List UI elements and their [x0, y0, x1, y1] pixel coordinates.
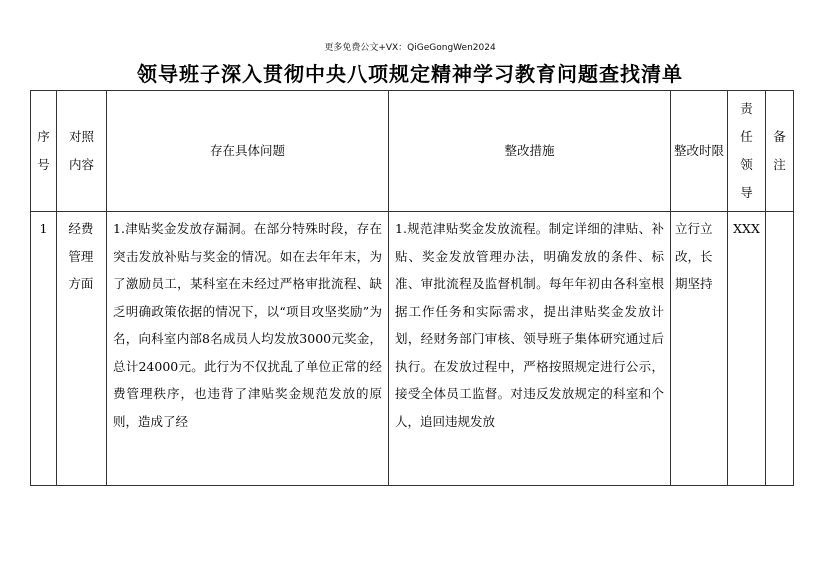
- row-problem: 1.津贴奖金发放存漏洞。在部分特殊时段，存在突击发放补贴与奖金的情况。如在去年年末，为了激励员工，某科室在未经过严格审批流程、缺乏明确政策依据的情况下，以“项目攻坚奖励”为名，向科室内部8名成员人均发放3000元奖金，总计24000元。此行为不仅扰乱了单位正常的经费管理秩序，也违背了津贴奖金规范发放的原则，造成了经: [113, 221, 382, 429]
- row-seq: 1: [39, 221, 48, 236]
- issues-table: [30, 90, 794, 486]
- document-title: 领导班子深入贯彻中央八项规定精神学习教育问题查找清单: [137, 62, 683, 86]
- row-measures: 1.规范津贴奖金发放流程。制定详细的津贴、补贴、奖金发放管理办法，明确发放的条件、标准、审批流程及监督机制。每年年初由各科室根据工作任务和实际需求，提出津贴奖金发放计划，经财务部门审核、领导班子集体研究通过后执行。在发放过程中，严格按照规定进行公示，接受全体员工监督。对违反发放规定的科室和个人，追回违规发放: [395, 221, 664, 429]
- row-problem-cell: [107, 212, 389, 486]
- header-note: 备注: [766, 91, 794, 212]
- row-leader: XXX: [733, 221, 760, 236]
- header-category: 对照内容: [57, 91, 107, 212]
- row-seq-cell: [31, 212, 57, 486]
- row-leader-cell: [728, 212, 766, 486]
- header-problem: 存在具体问题: [107, 91, 389, 212]
- row-deadline-cell: [671, 212, 728, 486]
- row-note-cell: [766, 212, 794, 486]
- row-category-cell: [57, 212, 107, 486]
- header-measures: 整改措施: [389, 91, 671, 212]
- header-seq: 序号: [31, 91, 57, 212]
- table-row: [31, 212, 794, 486]
- row-measures-cell: [389, 212, 671, 486]
- header-deadline: 整改时限: [671, 91, 728, 212]
- row-category: 经费管理方面: [68, 221, 94, 291]
- header-note: 更多免费公文+VX：QiGeGongWen2024: [324, 43, 496, 53]
- header-leader: 责任领导: [728, 91, 766, 212]
- row-deadline: 立行立改，长期坚持: [675, 221, 713, 291]
- table-header-row: [31, 91, 794, 212]
